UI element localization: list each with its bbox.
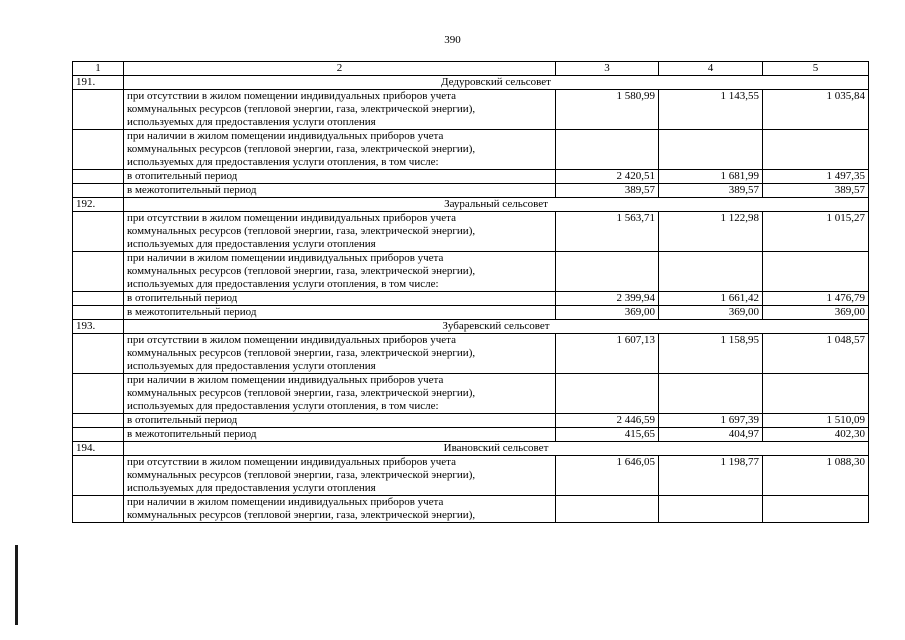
header-cell-col4: 4 xyxy=(659,62,763,76)
table-row xyxy=(73,374,869,414)
description-line: коммунальных ресурсов (тепловой энергии, газа, электрической энергии), xyxy=(127,103,476,115)
row-description xyxy=(124,334,556,374)
value-col4 xyxy=(659,252,763,292)
description-line: в отопительный период xyxy=(127,414,238,426)
section-number: 192. xyxy=(73,198,124,212)
value-col4 xyxy=(659,374,763,414)
table-row xyxy=(73,496,869,523)
row-description xyxy=(124,212,556,252)
row-number-cell xyxy=(73,184,124,198)
value-col5 xyxy=(763,130,869,170)
value-col4: 1 661,42 xyxy=(659,292,763,306)
value-col3: 1 563,71 xyxy=(556,212,659,252)
value-col5 xyxy=(763,496,869,523)
description-line: при отсутствии в жилом помещении индивидуальных приборов учета xyxy=(127,456,456,468)
header-cell-col2: 2 xyxy=(124,62,556,76)
section-header-row xyxy=(73,442,869,456)
row-number-cell xyxy=(73,90,124,130)
row-description xyxy=(124,90,556,130)
value-col5: 402,30 xyxy=(763,428,869,442)
section-name: Зауральный сельсовет xyxy=(124,198,869,212)
value-col5: 369,00 xyxy=(763,306,869,320)
description-line: в отопительный период xyxy=(127,292,238,304)
value-col5: 1 476,79 xyxy=(763,292,869,306)
row-number-cell xyxy=(73,292,124,306)
description-line: используемых для предоставления услуги отопления xyxy=(127,360,376,372)
description-line: коммунальных ресурсов (тепловой энергии, газа, электрической энергии), xyxy=(127,509,476,521)
row-description xyxy=(124,130,556,170)
section-name: Ивановский сельсовет xyxy=(124,442,869,456)
row-description xyxy=(124,170,556,184)
description-line: при отсутствии в жилом помещении индивидуальных приборов учета xyxy=(127,212,456,224)
value-col3: 369,00 xyxy=(556,306,659,320)
value-col5: 389,57 xyxy=(763,184,869,198)
description-line: в межотопительный период xyxy=(127,184,257,196)
section-header-row xyxy=(73,198,869,212)
value-col4: 1 143,55 xyxy=(659,90,763,130)
value-col4 xyxy=(659,496,763,523)
description-line: коммунальных ресурсов (тепловой энергии, газа, электрической энергии), xyxy=(127,469,476,481)
description-line: используемых для предоставления услуги отопления, в том числе: xyxy=(127,278,439,290)
row-number-cell xyxy=(73,374,124,414)
description-line: коммунальных ресурсов (тепловой энергии, газа, электрической энергии), xyxy=(127,265,476,277)
value-col5: 1 510,09 xyxy=(763,414,869,428)
table-row xyxy=(73,170,869,184)
value-col4: 1 697,39 xyxy=(659,414,763,428)
scan-margin-bar xyxy=(15,545,18,625)
description-line: при отсутствии в жилом помещении индивидуальных приборов учета xyxy=(127,90,456,102)
value-col5: 1 048,57 xyxy=(763,334,869,374)
value-col3: 2 399,94 xyxy=(556,292,659,306)
table-row xyxy=(73,306,869,320)
table-row xyxy=(73,252,869,292)
description-line: в межотопительный период xyxy=(127,306,257,318)
value-col4: 1 158,95 xyxy=(659,334,763,374)
value-col3: 1 607,13 xyxy=(556,334,659,374)
table-header-row xyxy=(73,62,869,76)
description-line: используемых для предоставления услуги отопления xyxy=(127,116,376,128)
description-line: в межотопительный период xyxy=(127,428,257,440)
row-description xyxy=(124,184,556,198)
table-body xyxy=(73,62,869,523)
value-col5: 1 015,27 xyxy=(763,212,869,252)
value-col5: 1 088,30 xyxy=(763,456,869,496)
row-number-cell xyxy=(73,212,124,252)
table-row xyxy=(73,130,869,170)
description-line: коммунальных ресурсов (тепловой энергии, газа, электрической энергии), xyxy=(127,347,476,359)
row-description xyxy=(124,414,556,428)
value-col4 xyxy=(659,130,763,170)
table-row xyxy=(73,90,869,130)
description-line: используемых для предоставления услуги отопления xyxy=(127,482,376,494)
value-col3 xyxy=(556,374,659,414)
row-description xyxy=(124,456,556,496)
value-col3: 1 646,05 xyxy=(556,456,659,496)
description-line: коммунальных ресурсов (тепловой энергии, газа, электрической энергии), xyxy=(127,225,476,237)
value-col5: 1 497,35 xyxy=(763,170,869,184)
row-number-cell xyxy=(73,306,124,320)
row-number-cell xyxy=(73,170,124,184)
table-row xyxy=(73,292,869,306)
value-col3 xyxy=(556,496,659,523)
value-col4: 389,57 xyxy=(659,184,763,198)
value-col5 xyxy=(763,374,869,414)
description-line: при наличии в жилом помещении индивидуальных приборов учета xyxy=(127,496,444,508)
description-line: в отопительный период xyxy=(127,170,238,182)
row-number-cell xyxy=(73,130,124,170)
description-line: при наличии в жилом помещении индивидуальных приборов учета xyxy=(127,374,444,386)
value-col3: 415,65 xyxy=(556,428,659,442)
description-line: используемых для предоставления услуги отопления, в том числе: xyxy=(127,400,439,412)
row-description xyxy=(124,496,556,523)
page-number: 390 xyxy=(444,34,461,46)
description-line: при отсутствии в жилом помещении индивидуальных приборов учета xyxy=(127,334,456,346)
row-description xyxy=(124,252,556,292)
section-name: Зубаревский сельсовет xyxy=(124,320,869,334)
row-number-cell xyxy=(73,334,124,374)
table-row xyxy=(73,414,869,428)
value-col3: 2 420,51 xyxy=(556,170,659,184)
section-header-row xyxy=(73,76,869,90)
value-col4: 1 681,99 xyxy=(659,170,763,184)
tariff-table xyxy=(72,61,869,523)
section-header-row xyxy=(73,320,869,334)
row-description xyxy=(124,306,556,320)
value-col3: 1 580,99 xyxy=(556,90,659,130)
header-cell-col3: 3 xyxy=(556,62,659,76)
description-line: используемых для предоставления услуги отопления, в том числе: xyxy=(127,156,439,168)
value-col4: 1 122,98 xyxy=(659,212,763,252)
table-row xyxy=(73,334,869,374)
section-number: 194. xyxy=(73,442,124,456)
value-col3: 389,57 xyxy=(556,184,659,198)
table-row xyxy=(73,428,869,442)
value-col4: 1 198,77 xyxy=(659,456,763,496)
section-number: 193. xyxy=(73,320,124,334)
section-name: Дедуровский сельсовет xyxy=(124,76,869,90)
description-line: при наличии в жилом помещении индивидуальных приборов учета xyxy=(127,252,444,264)
table-row xyxy=(73,212,869,252)
value-col3: 2 446,59 xyxy=(556,414,659,428)
row-number-cell xyxy=(73,456,124,496)
row-number-cell xyxy=(73,428,124,442)
description-line: используемых для предоставления услуги отопления xyxy=(127,238,376,250)
value-col5: 1 035,84 xyxy=(763,90,869,130)
row-number-cell xyxy=(73,496,124,523)
value-col5 xyxy=(763,252,869,292)
value-col3 xyxy=(556,252,659,292)
description-line: при наличии в жилом помещении индивидуальных приборов учета xyxy=(127,130,444,142)
description-line: коммунальных ресурсов (тепловой энергии, газа, электрической энергии), xyxy=(127,143,476,155)
value-col3 xyxy=(556,130,659,170)
row-description xyxy=(124,428,556,442)
row-number-cell xyxy=(73,252,124,292)
value-col4: 369,00 xyxy=(659,306,763,320)
description-line: коммунальных ресурсов (тепловой энергии, газа, электрической энергии), xyxy=(127,387,476,399)
row-number-cell xyxy=(73,414,124,428)
table-row xyxy=(73,184,869,198)
header-cell-col5: 5 xyxy=(763,62,869,76)
header-cell-col1: 1 xyxy=(73,62,124,76)
section-number: 191. xyxy=(73,76,124,90)
table-row xyxy=(73,456,869,496)
value-col4: 404,97 xyxy=(659,428,763,442)
row-description xyxy=(124,292,556,306)
row-description xyxy=(124,374,556,414)
